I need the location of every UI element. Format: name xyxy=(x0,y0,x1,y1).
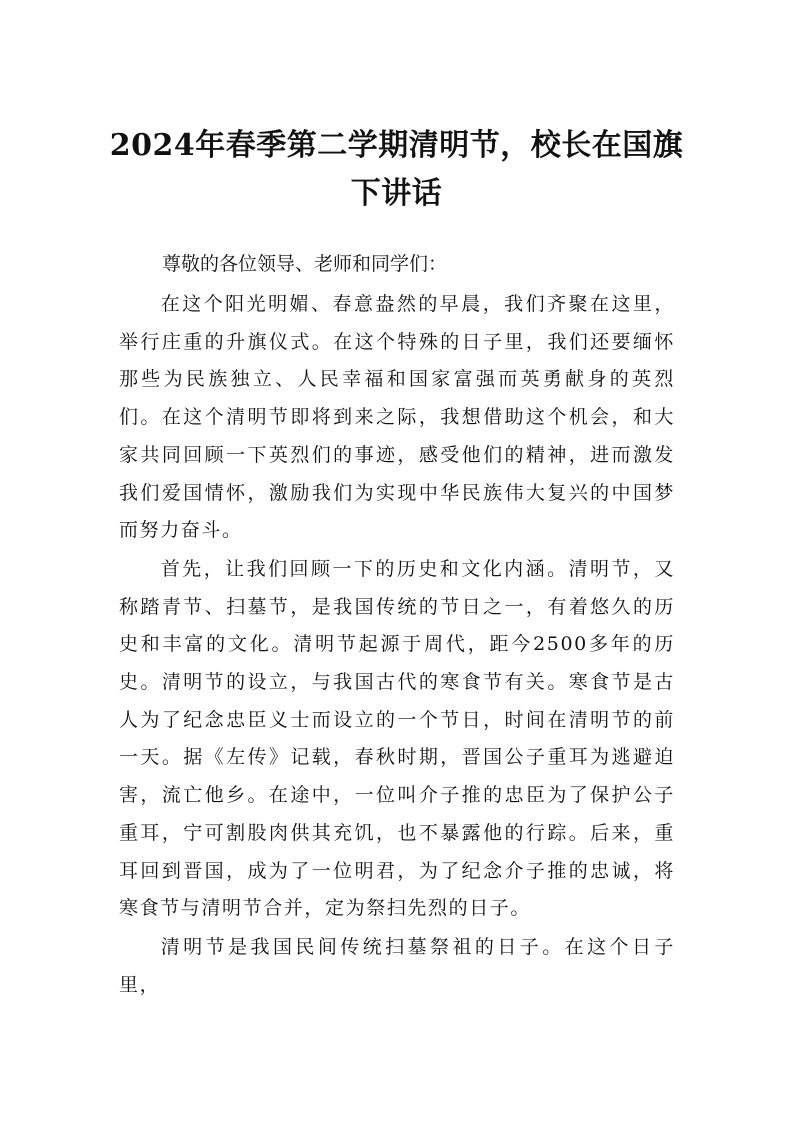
salutation: 尊敬的各位领导、老师和同学们： xyxy=(162,253,448,275)
paragraph-tomb-sweeping: 清明节是我国民间传统扫墓祭祖的日子。在这个日子里， xyxy=(119,935,675,996)
document-body xyxy=(119,286,675,1005)
paragraph-history: 首先，让我们回顾一下的历史和文化内涵。清明节，又称踏青节、扫墓节，是我国传统的节日之一，有着悠久的历史和丰富的文化。清明节起源于周代，距今2500多年的历史。清明节的设立，与我国古代的寒食节有关。寒食节是古人为了纪念忠臣义士而设立的一个节日，时间在清明节的前一天。据《左传》记载，春秋时期，晋国公子重耳为逃避迫害，流亡他乡。在途中，一位叫介子推的忠臣为了保护公子重耳，宁可割股肉供其充饥，也不暴露他的行踪。后来，重耳回到晋国，成为了一位明君，为了纪念介子推的忠诚，将寒食节与清明节合并，定为祭扫先烈的日子。 xyxy=(119,557,675,920)
document-title: 2024年春季第二学期清明节，校长在国旗下讲话 xyxy=(109,128,684,211)
paragraph-opening: 在这个阳光明媚、春意盎然的早晨，我们齐聚在这里，举行庄重的升旗仪式。在这个特殊的日子里，我们还要缅怀那些为民族独立、人民幸福和国家富强而英勇献身的英烈们。在这个清明节即将到来之际，我想借助这个机会，和大家共同回顾一下英烈们的事迹，感受他们的精神，进而激发我们爱国情怀，激励我们为实现中华民族伟大复兴的中国梦而努力奋斗。 xyxy=(119,293,675,542)
